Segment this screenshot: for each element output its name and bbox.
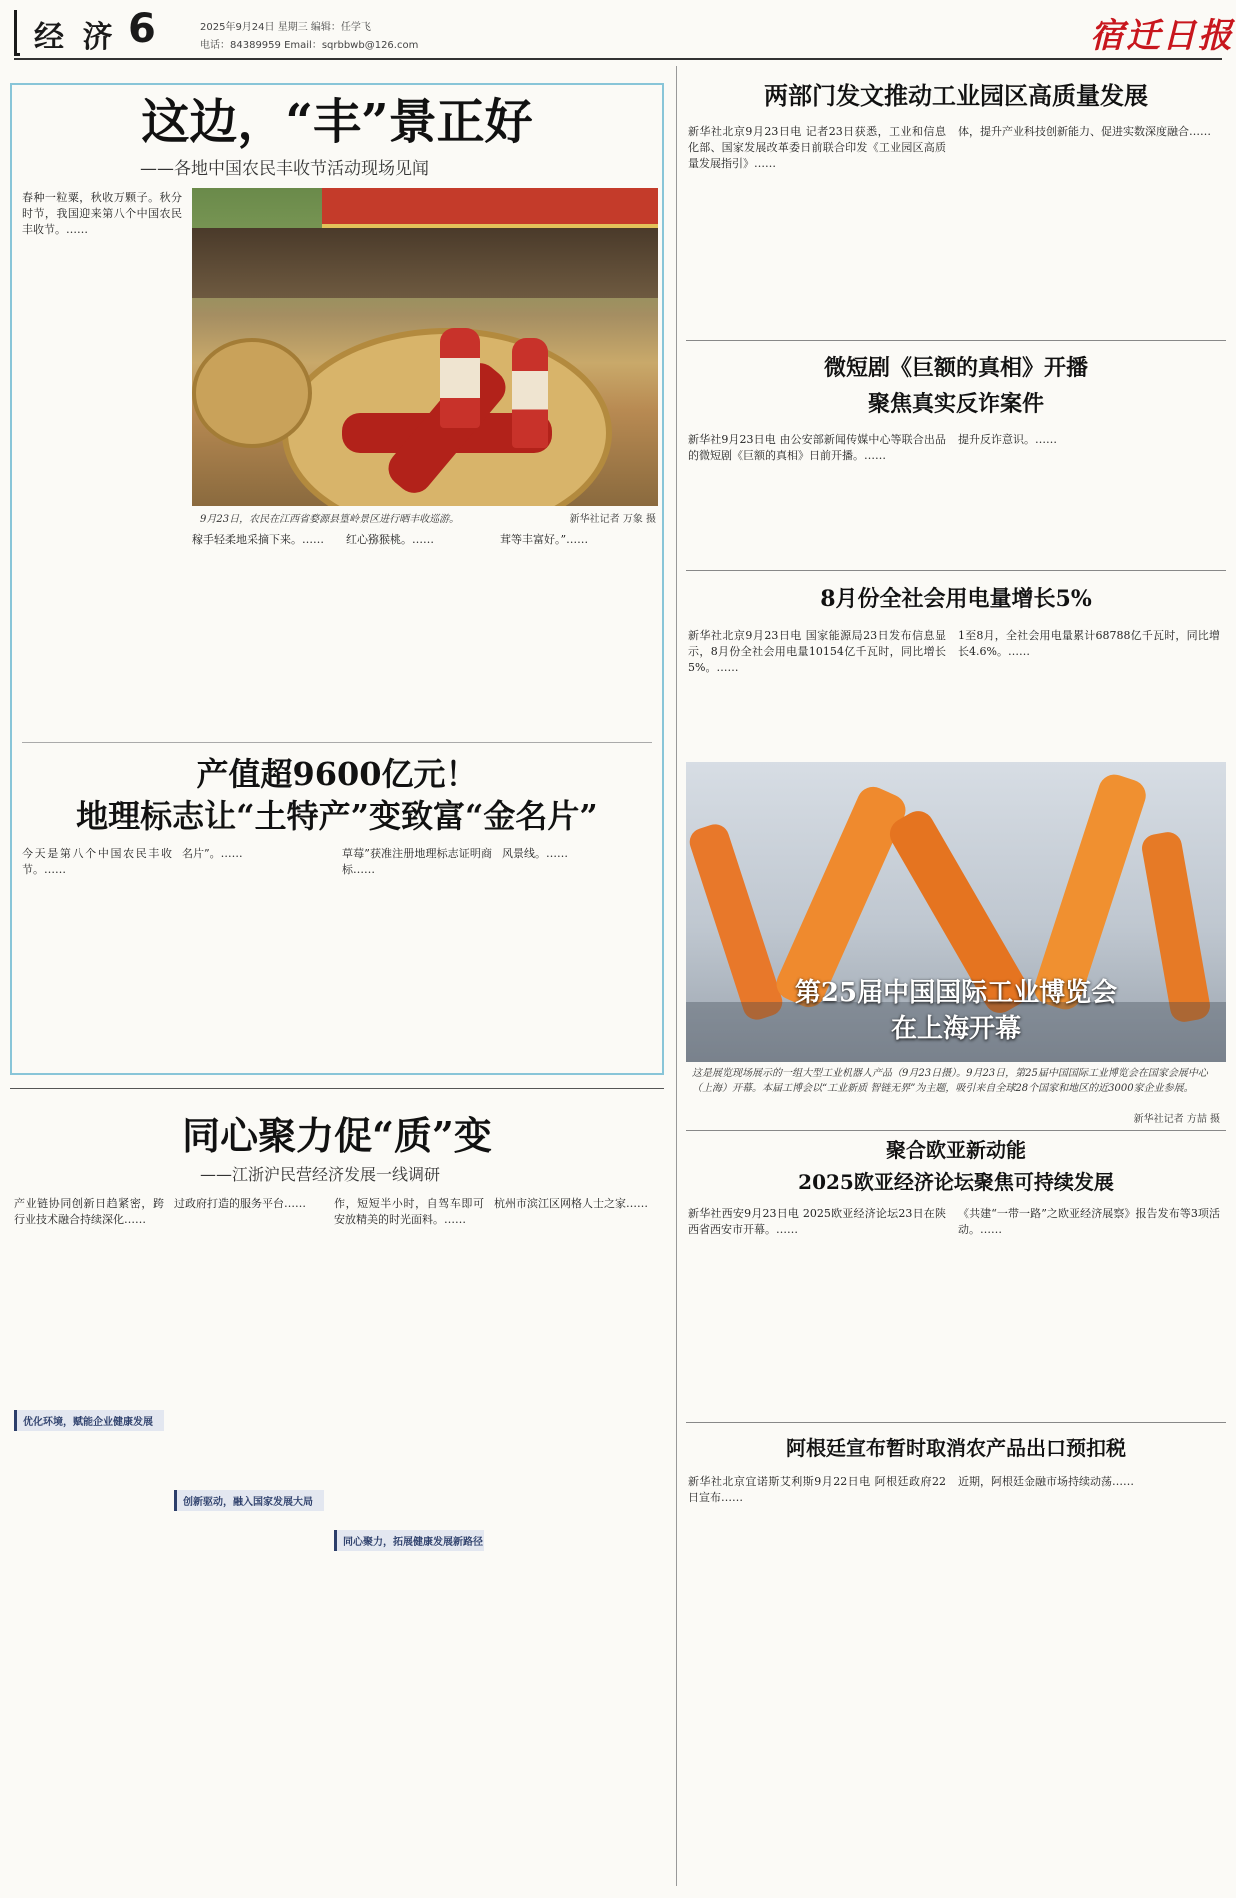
yrd-title: 同心聚力促“质”变 xyxy=(182,1113,492,1158)
geo-title-1: 产值超9600亿元！ xyxy=(196,755,478,793)
yrd-tag-2: 创新驱动，融入国家发展大局 xyxy=(174,1490,324,1511)
power-title: 8月份全社会用电量增长5% xyxy=(820,586,1092,612)
drama-title-2: 聚焦真实反诈案件 xyxy=(867,391,1044,417)
feature-col-4: 茸等丰富好。”…… xyxy=(500,533,589,546)
geo-col-3: 草莓”获准注册地理标志证明商标…… xyxy=(342,847,492,876)
photo-tray-small xyxy=(192,338,312,448)
yrd-tag-3: 同心聚力，拓展健康发展新路径 xyxy=(334,1530,484,1551)
contact-line: 电话：84389959 Email：sqrbbwb@126.com xyxy=(200,40,419,51)
feature-subtitle: ——各地中国农民丰收节活动现场见闻 xyxy=(140,159,429,179)
photo-roof xyxy=(192,228,658,298)
date-line: 2025年9月24日 星期三 编辑：任学飞 xyxy=(200,22,371,33)
argentina-col-2: 近期，阿根廷金融市场持续动荡…… xyxy=(958,1475,1134,1488)
drama-title-1: 微短剧《巨额的真相》开播 xyxy=(823,355,1088,381)
feature-divider xyxy=(22,742,652,743)
power-col-1: 新华社北京9月23日电 国家能源局23日发布信息显示，8月份全社会用电量10154亿千瓦时，同比增长5%。…… xyxy=(688,629,946,674)
feature-col-1: 春种一粒粟，秋收万颗子。秋分时节，我国迎来第八个中国农民丰收节。…… xyxy=(22,191,182,236)
park-divider xyxy=(686,340,1226,341)
yrd-col-1: 产业链协同创新日趋紧密，跨行业技术融合持续深化…… xyxy=(14,1197,164,1226)
photo-person-1 xyxy=(440,328,480,428)
park-col-1: 新华社北京9月23日电 记者23日获悉，工业和信息化部、国家发展改革委日前联合印发《工业园区高质量发展指引》…… xyxy=(688,125,946,170)
yrd-col-4: 杭州市滨江区网格人士之家…… xyxy=(494,1197,648,1210)
feature-title: 这边，“丰”景正好 xyxy=(141,94,533,150)
geo-col-4: 风景线。…… xyxy=(502,847,568,860)
geo-col-2: 名片”。…… xyxy=(182,847,243,860)
photo-banner xyxy=(322,188,658,228)
expo-credit: 新华社记者 方喆 摄 xyxy=(1133,1114,1220,1125)
expo-divider xyxy=(686,1130,1226,1131)
drama-col-1: 新华社9月23日电 由公安部新闻传媒中心等联合出品的微短剧《巨额的真相》日前开播。…… xyxy=(688,433,946,462)
euroasia-col-2: 《共建“一带一路”之欧亚经济展察》报告发布等3项活动。…… xyxy=(958,1207,1220,1236)
expo-title-1: 第25届中国国际工业博览会 xyxy=(794,978,1118,1008)
power-col-2: 1至8月，全社会用电量累计68788亿千瓦时，同比增长4.6%。…… xyxy=(958,629,1220,658)
section-name: 经 济 xyxy=(34,20,117,55)
argentina-title: 阿根廷宣布暂时取消农产品出口预扣税 xyxy=(786,1436,1126,1460)
photo-caption: 9月23日，农民在江西省婺源县篁岭景区进行晒丰收巡游。 xyxy=(200,514,460,525)
photo-credit: 新华社记者 万象 摄 xyxy=(569,514,656,525)
euroasia-divider xyxy=(686,1422,1226,1423)
geo-title-2: 地理标志让“土特产”变致富“金名片” xyxy=(76,797,598,835)
euroasia-col-1: 新华社西安9月23日电 2025欧亚经济论坛23日在陕西省西安市开幕。…… xyxy=(688,1207,946,1236)
page-number: 6 xyxy=(128,6,156,52)
expo-caption: 这是展览现场展示的一组大型工业机器人产品（9月23日摄）。9月23日，第25届中国国际工业博览会在国家会展中心（上海）开幕。本届工博会以“工业新质 智链无界”为主题，吸引来自全球28个国家和地区的近3000家企业参展。 xyxy=(692,1068,1208,1094)
paper-logo: 宿迁日报 xyxy=(1090,16,1234,56)
feature-col-2: 稼手轻柔地采摘下来。…… xyxy=(192,533,324,546)
drama-divider xyxy=(686,570,1226,571)
harvest-photo xyxy=(192,188,658,506)
park-col-2: 体，提升产业科技创新能力、促进实数深度融合…… xyxy=(958,125,1211,138)
euroasia-title-1: 聚合欧亚新动能 xyxy=(886,1138,1026,1162)
geo-col-1: 今天是第八个中国农民丰收节。…… xyxy=(22,847,172,876)
argentina-col-1: 新华社北京宜诺斯艾利斯9月22日电 阿根廷政府22日宣布…… xyxy=(688,1475,946,1504)
drama-col-2: 提升反诈意识。…… xyxy=(958,433,1057,446)
euroasia-title-2: 2025欧亚经济论坛聚焦可持续发展 xyxy=(798,1170,1114,1194)
yrd-tag-1: 优化环境，赋能企业健康发展 xyxy=(14,1410,164,1431)
park-title: 两部门发文推动工业园区高质量发展 xyxy=(764,81,1148,110)
column-divider xyxy=(676,66,677,1886)
masthead-rule xyxy=(14,58,1222,60)
yrd-subtitle: ——江浙沪民营经济发展一线调研 xyxy=(200,1165,441,1184)
yrd-top-rule xyxy=(10,1088,664,1089)
feature-col-3: 红心猕猴桃。…… xyxy=(346,533,434,546)
masthead-left-bracket xyxy=(14,10,20,56)
yrd-col-2: 过政府打造的服务平台…… xyxy=(174,1197,306,1210)
yrd-col-3: 作，短短半小时，自驾车即可安放精美的时光面料。…… xyxy=(334,1197,484,1226)
expo-title-2: 在上海开幕 xyxy=(890,1014,1021,1044)
photo-person-2 xyxy=(512,338,548,448)
